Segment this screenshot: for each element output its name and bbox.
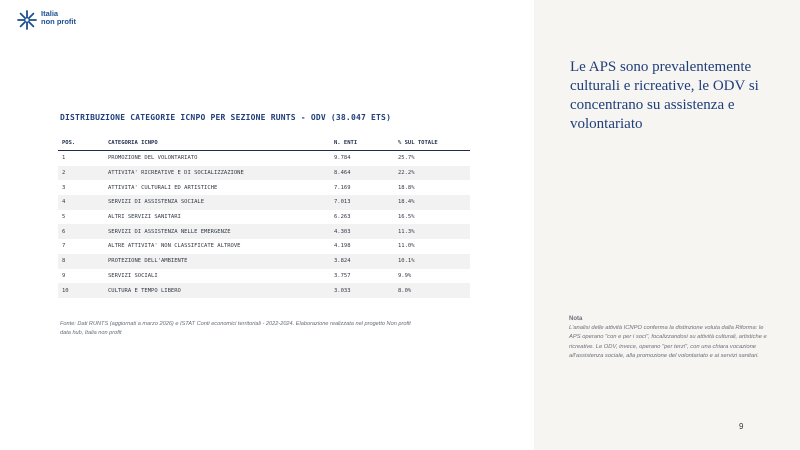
- cell-categoria: ALTRI SERVIZI SANITARI: [108, 214, 181, 221]
- cell-pct: 11.3%: [398, 228, 415, 235]
- cell-pct: 10.1%: [398, 258, 415, 265]
- source-note: Fonte: Dati RUNTS (aggiornati a marzo 2026) e ISTAT Conti economici territoriali - 2022-2024. Elaborazione realizzata nel progetto Non profit data hub, Italia non profit: [60, 321, 411, 336]
- brand-logo[interactable]: [16, 9, 76, 31]
- table-header: [58, 136, 470, 151]
- cell-categoria: ATTIVITA' RICREATIVE E DI SOCIALIZZAZIONE: [108, 170, 244, 177]
- cell-enti: 7.169: [334, 184, 351, 191]
- page-number: 9: [739, 422, 744, 431]
- cell-pct: 8.0%: [398, 287, 412, 294]
- table-row: [58, 224, 470, 239]
- table-row: [58, 166, 470, 181]
- cell-enti: 3.757: [334, 272, 351, 279]
- cell-categoria: SERVIZI SOCIALI: [108, 272, 158, 279]
- cell-categoria: CULTURA E TEMPO LIBERO: [108, 287, 181, 294]
- header-pos: POS.: [62, 140, 76, 146]
- logo-line-1: Italia: [41, 9, 59, 18]
- cell-pos: 2: [62, 170, 66, 177]
- cell-pct: 25.7%: [398, 155, 415, 162]
- cell-categoria: PROMOZIONE DEL VOLONTARIATO: [108, 155, 198, 162]
- logo-text: [41, 10, 76, 26]
- cell-pos: 9: [62, 272, 66, 279]
- cell-enti: 9.784: [334, 155, 351, 162]
- table-row: [58, 283, 470, 298]
- note-title: Nota: [569, 316, 583, 322]
- cell-pos: 1: [62, 155, 66, 162]
- cell-enti: 4.303: [334, 228, 351, 235]
- cell-enti: 3.033: [334, 287, 351, 294]
- cell-categoria: ALTRE ATTIVITA' NON CLASSIFICATE ALTROVE: [108, 243, 241, 250]
- cell-categoria: SERVIZI DI ASSISTENZA NELLE EMERGENZE: [108, 228, 231, 235]
- cell-enti: 7.013: [334, 199, 351, 206]
- cell-enti: 4.198: [334, 243, 351, 250]
- cell-enti: 8.464: [334, 170, 351, 177]
- cell-pos: 3: [62, 184, 66, 191]
- table-title: DISTRIBUZIONE CATEGORIE ICNPO PER SEZIONE RUNTS - ODV (38.047 ETS): [60, 113, 392, 122]
- header-enti: N. ENTI: [334, 140, 358, 146]
- cell-pct: 18.4%: [398, 199, 415, 206]
- cell-enti: 3.824: [334, 258, 351, 265]
- cell-pct: 9.9%: [398, 272, 412, 279]
- icnpo-table: [58, 136, 470, 298]
- header-categoria: CATEGORIA ICNPO: [108, 140, 158, 146]
- table-row: [58, 239, 470, 254]
- table-row: [58, 254, 470, 269]
- cell-pct: 16.5%: [398, 214, 415, 221]
- cell-categoria: PROTEZIONE DELL'AMBIENTE: [108, 258, 188, 265]
- cell-pos: 10: [62, 287, 69, 294]
- table-row: [58, 180, 470, 195]
- cell-pos: 7: [62, 243, 66, 250]
- table-row: [58, 195, 470, 210]
- starburst-icon: [16, 9, 38, 31]
- cell-pct: 18.8%: [398, 184, 415, 191]
- header-pct: % SUL TOTALE: [398, 140, 438, 146]
- page-headline: Le APS sono prevalentemente culturali e ricreative, le ODV si concentrano su assistenza e volontariato: [570, 59, 759, 132]
- table-row: [58, 210, 470, 225]
- cell-pos: 5: [62, 214, 66, 221]
- note-body: L'analisi delle attività ICNPO conferma la distinzione voluta dalla Riforma: le APS operano "con e per i soci", focalizzandosi su attività culturali, artistiche e ricreative. Le ODV, invece, operano "per terzi", con una chiara vocazione all'assistenza sociale, alla promozione del volontariato e ai servizi sanitari.: [569, 325, 767, 359]
- cell-categoria: SERVIZI DI ASSISTENZA SOCIALE: [108, 199, 205, 206]
- cell-enti: 6.263: [334, 214, 351, 221]
- cell-pct: 22.2%: [398, 170, 415, 177]
- table-row: [58, 269, 470, 284]
- cell-pos: 6: [62, 228, 66, 235]
- cell-pct: 11.0%: [398, 243, 415, 250]
- table-row: [58, 151, 470, 166]
- cell-pos: 4: [62, 199, 66, 206]
- cell-pos: 8: [62, 258, 66, 265]
- cell-categoria: ATTIVITA' CULTURALI ED ARTISTICHE: [108, 184, 218, 191]
- logo-line-2: non profit: [41, 17, 76, 26]
